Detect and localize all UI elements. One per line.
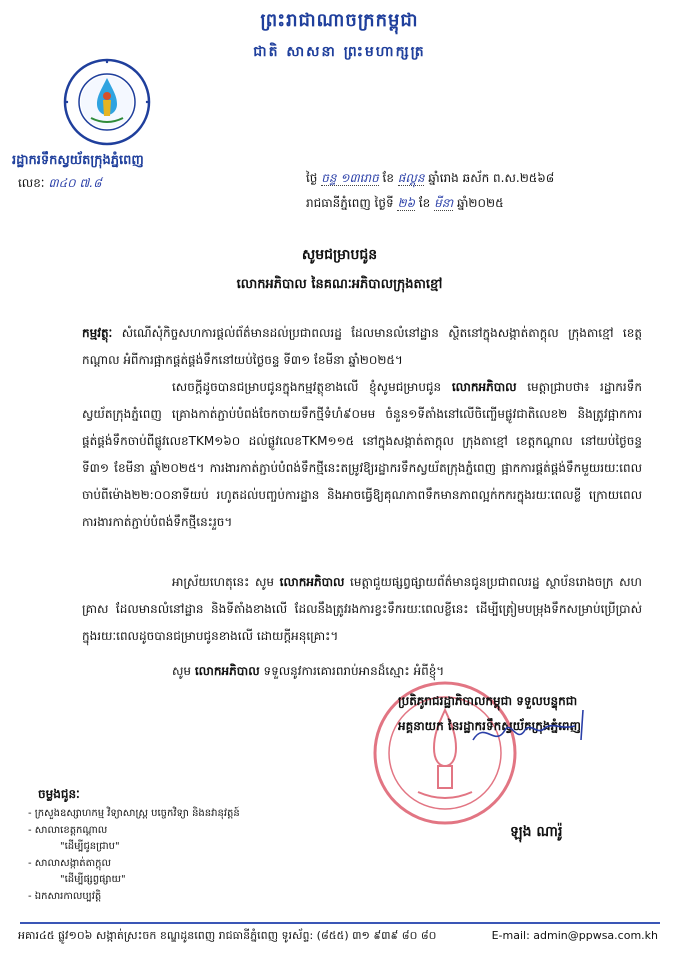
ppwsa-logo	[63, 58, 151, 146]
signatory-title-2: អគ្គនាយក នៃរដ្ឋាករទឹកស្វយ័តក្រុងភ្នំពេញ	[398, 719, 581, 733]
date-year: ឆ្នាំ២០២៥	[456, 196, 504, 210]
subject	[82, 320, 642, 374]
handwritten-signature	[465, 700, 605, 760]
cc-item: - សាលាខេត្តកណ្តាល	[28, 824, 108, 836]
date-month: មីនា	[434, 196, 454, 210]
reference-label: លេខៈ	[18, 176, 45, 190]
cc-item: - ឯកសារកាលប្បវត្តិ	[28, 890, 102, 902]
reference-number	[18, 175, 102, 193]
signatory-title-1: ប្រតិភូរាជរដ្ឋាភិបាលកម្ពុជា ទទួលបន្ទុកជា	[398, 694, 578, 708]
organization-name: រដ្ឋាករទឹកស្វយ័តក្រុងភ្នំពេញ	[12, 153, 144, 168]
lunar-date: ថ្ងៃ ចន្ទ ១៣រោច ខែ ផល្គុន ឆ្នាំរោង ឆស័ក ព.ស.២៥៦៨	[306, 171, 555, 185]
gregorian-date: រាជធានីភ្នំពេញ ថ្ងៃទី ២៦ ខែ មីនា ឆ្នាំ២០២៥	[306, 196, 504, 210]
date-day: ២៦	[397, 196, 416, 210]
footer-address: អគារ៤៥ ផ្លូវ១០៦ សង្កាត់ស្រះចក ខណ្ឌដូនពេញ រាជធានីភ្នំពេញ ទូរស័ព្ទ: (៨៥៥) ៣១ ៩៣៩ ៨០ ៨០	[18, 929, 437, 942]
cc-item: "ដើម្បីផ្សព្វផ្សាយ"	[60, 874, 126, 885]
body-paragraph-2: អាស្រ័យហេតុនេះ សូម លោកអភិបាល មេត្តាជួយផ្សព្វផ្សាយព័ត៌មានជូនប្រជាពលរដ្ឋ ស្ថាប័នរោងចក្រ សហគ្រាស ដែលមានលំនៅដ្ឋាន និងទីតាំងខាងលើ ដែលនឹងត្រូវរងការខ្វះទឹករយៈពេលខ្លីនេះ ដើម្បីត្រៀមបម្រុងទឹកសម្រាប់ប្រើប្រាស់ក្នុងរយៈពេលដូចបានជម្រាបជូនខាងលើ ដោយក្តីអនុគ្រោះ។	[82, 575, 642, 643]
national-motto: ជាតិ សាសនា ព្រះមហាក្សត្រ	[253, 44, 426, 60]
lunar-day: ចន្ទ ១៣រោច	[321, 171, 379, 185]
cc-item: - ក្រសួងឧស្សាហកម្ម វិទ្យាសាស្ត្រ បច្ចេកវិទ្យា និងនវានុវត្តន៍	[28, 808, 240, 819]
lunar-month: ផល្គុន	[397, 171, 425, 185]
subject-text: សំណើសុំកិច្ចសហការផ្តល់ព័ត៌មានដល់ប្រជាពលរដ្ឋ ដែលមានលំនៅដ្ឋាន ស្ថិតនៅក្នុងសង្កាត់តាក្តុល ក្រុងតាខ្មៅ ខេត្តកណ្តាល អំពីការផ្អាកផ្គត់ផ្គង់ទឹកនៅយប់ថ្ងៃចន្ទ ទី៣១ ខែមីនា ឆ្នាំ២០២៥។	[82, 326, 642, 367]
footer-divider	[20, 922, 660, 924]
reference-value: ៣៤០ ៧.៨	[48, 176, 102, 190]
body-paragraph-1: សេចក្តីដូចបានជម្រាបជូនក្នុងកម្មវត្ថុខាងលើ ខ្ញុំសូមជម្រាបជូន លោកអភិបាល មេត្តាជ្រាបថា៖ រដ្ឋាករទឹកស្វយ័តក្រុងភ្នំពេញ គ្រោងកាត់ភ្ជាប់បំពង់ចែកចាយទឹកថ្មីទំហំ៩០មម ចំនួន១ទីតាំងនៅលើចិញ្ចើមផ្លូវជាតិលេខ២ និងត្រូវផ្អាកការផ្គត់ផ្គង់ទឹកចាប់ពីផ្លូវលេខTKM១៦០ ដល់ផ្លូវលេខTKM១១៥ នៅក្នុងសង្កាត់តាក្តុល ក្រុងតាខ្មៅ ខេត្តកណ្តាល នៅយប់ថ្ងៃចន្ទ ទី៣១ ខែមីនា ឆ្នាំ២០២៥។ ការងារកាត់ភ្ជាប់បំពង់ទឹកថ្មីនេះតម្រូវឱ្យរដ្ឋាករទឹកស្វយ័តក្រុងភ្នំពេញ ផ្អាកការផ្គត់ផ្គង់ទឹកមួយរយៈពេលចាប់ពីម៉ោង២២:០០នាទីយប់ រហូតដល់បញ្ចប់ការដ្ឋាន និងអាចធ្វើឱ្យគុណភាពទឹកមានភាពល្អក់កករក្នុងរយៈពេលខ្លី ក្រោយពេលការងារកាត់ភ្ជាប់បំពង់ទឹកថ្មីនេះរួច។	[82, 380, 642, 529]
greeting: សូមជម្រាបជូន	[301, 247, 378, 263]
cc-item: - សាលាសង្កាត់តាក្តុល	[28, 857, 111, 869]
body-paragraph-3: សូម លោកអភិបាល ទទួលនូវការគោរពរាប់អានដ៏ស្មោះ អំពីខ្ញុំ។	[172, 664, 445, 678]
signatory-name: ឡុង ណារ៉ូ	[510, 824, 563, 840]
footer	[18, 929, 668, 945]
cc-list	[28, 806, 240, 905]
recipient-name: លោកអភិបាល នៃគណៈអភិបាលក្រុងតាខ្មៅ	[236, 277, 443, 292]
lunar-year: ឆ្នាំរោង ឆស័ក ព.ស.២៥៦៨	[428, 171, 555, 185]
subject-label: កម្មវត្ថុៈ	[82, 326, 113, 340]
footer-email: E-mail: admin@ppwsa.com.kh	[491, 929, 658, 942]
cc-label: ចម្លងជូនៈ	[38, 787, 80, 801]
kingdom-title: ព្រះរាជាណាចក្រកម្ពុជា	[260, 10, 419, 31]
cc-item: "ដើម្បីជូនជ្រាប"	[60, 841, 120, 852]
